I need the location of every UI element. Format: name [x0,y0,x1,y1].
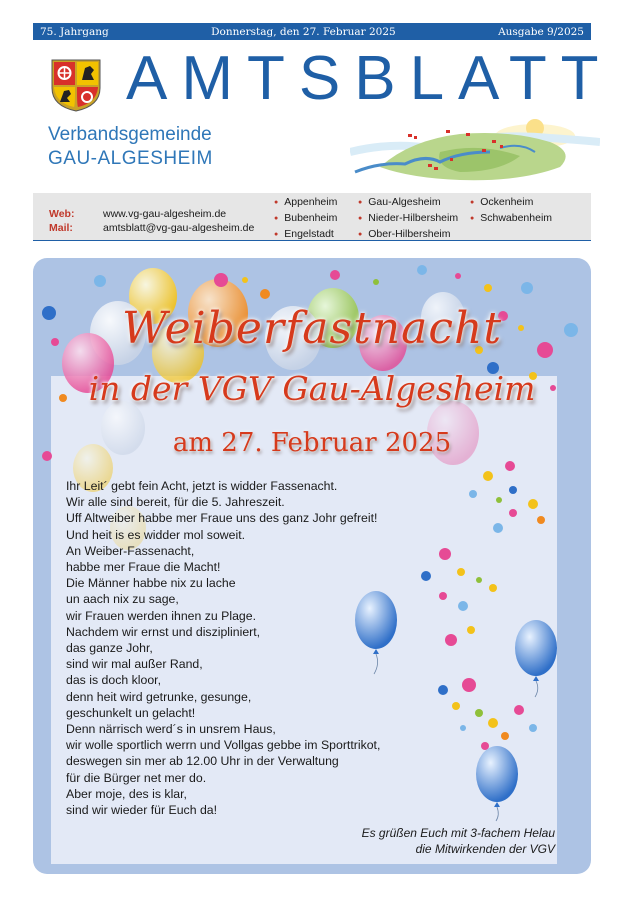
info-strip [33,193,591,241]
poem-line: für die Bürger net mer do. [66,770,207,785]
poem-line: das is doch kloor, [66,673,162,688]
volume-label: 75. Jahrgang [40,25,109,38]
closing-line: Es grüßen Euch mit 3-fachem Helau [361,826,555,840]
closing-line: die Mitwirkenden der VGV [415,842,555,856]
publication-title: AMTSBLATT [126,44,613,113]
poem-line: denn heit wird getrunke, gesunge, [66,689,252,704]
town-item: ● Bubenheim [274,211,337,227]
poem-line: Und heit is es widder mol soweit. [66,527,246,542]
email-link[interactable]: amtsblatt@vg-gau-algesheim.de [103,222,255,234]
website-link[interactable]: www.vg-gau-algesheim.de [103,208,227,220]
poem-line: wir wolle sportlich werrn und Vollgas gebbe im Sporttrikot, [66,738,381,753]
town-item: ● Ober-Hilbersheim [358,227,458,243]
poem-line: Denn närrisch werd´s in unsrem Haus, [66,722,276,737]
town-item: ● Appenheim [274,195,337,211]
poem-line: sind wir wieder für Euch da! [66,803,218,818]
poem-line: un aach nix zu sage, [66,592,179,607]
coat-of-arms-icon [50,58,102,112]
poem-line: Nachdem wir ernst und diszipliniert, [66,624,261,639]
issue-date: Donnerstag, den 27. Februar 2025 [211,25,396,38]
mail-label: Mail: [49,222,73,234]
municipality-name: GAU-ALGESHEIM [48,148,213,169]
poster-date: am 27. Februar 2025 [172,428,452,458]
poem-line: Ihr Leit´ gebt fein Acht, jetzt is widder Fassenacht. [66,479,338,493]
carnival-poster [33,258,591,874]
poem-line: wir Frauen werden ihnen zu Plage. [66,608,257,623]
poem-line: geschunkelt un gelacht! [66,705,196,720]
closing-greeting [362,825,555,857]
poem-line: Wir alle sind bereit, für die 5. Jahreszeit. [66,495,285,510]
region-map-icon [350,112,600,188]
poem-line: das ganze Johr, [66,641,153,656]
town-item: ● Nieder-Hilbersheim [358,211,458,227]
poem-line: sind wir mal außer Rand, [66,657,203,672]
poem-line: Uff Altweiber habbe mer Fraue uns des ganz Johr gefreit! [66,511,378,526]
poem-line: Die Männer habbe nix zu lache [66,576,236,591]
poem-line: deswegen sin mer ab 12.00 Uhr in der Verwaltung [66,754,339,769]
header-bar [33,23,591,40]
poem-line: Aber moje, des is klar, [66,786,187,801]
town-list-col3 [470,195,552,227]
web-label: Web: [49,208,75,220]
town-item: ● Gau-Algesheim [358,195,458,211]
poem-line: An Weiber-Fassenacht, [66,543,195,558]
town-item: ● Schwabenheim [470,211,552,227]
issue-number: Ausgabe 9/2025 [498,25,584,38]
poem-line: habbe mer Fraue die Macht! [66,560,221,575]
town-list-col2 [358,195,458,243]
poster-headline: Weiberfastnacht [122,303,502,354]
poster-subheadline: in der VGV Gau-Algesheim [88,369,536,408]
town-item: ● Ockenheim [470,195,552,211]
poem-text [66,478,380,818]
municipality-label: Verbandsgemeinde [48,124,212,145]
town-item: ● Engelstadt [274,227,337,243]
contact-block [49,207,254,235]
town-list-col1 [274,195,337,243]
